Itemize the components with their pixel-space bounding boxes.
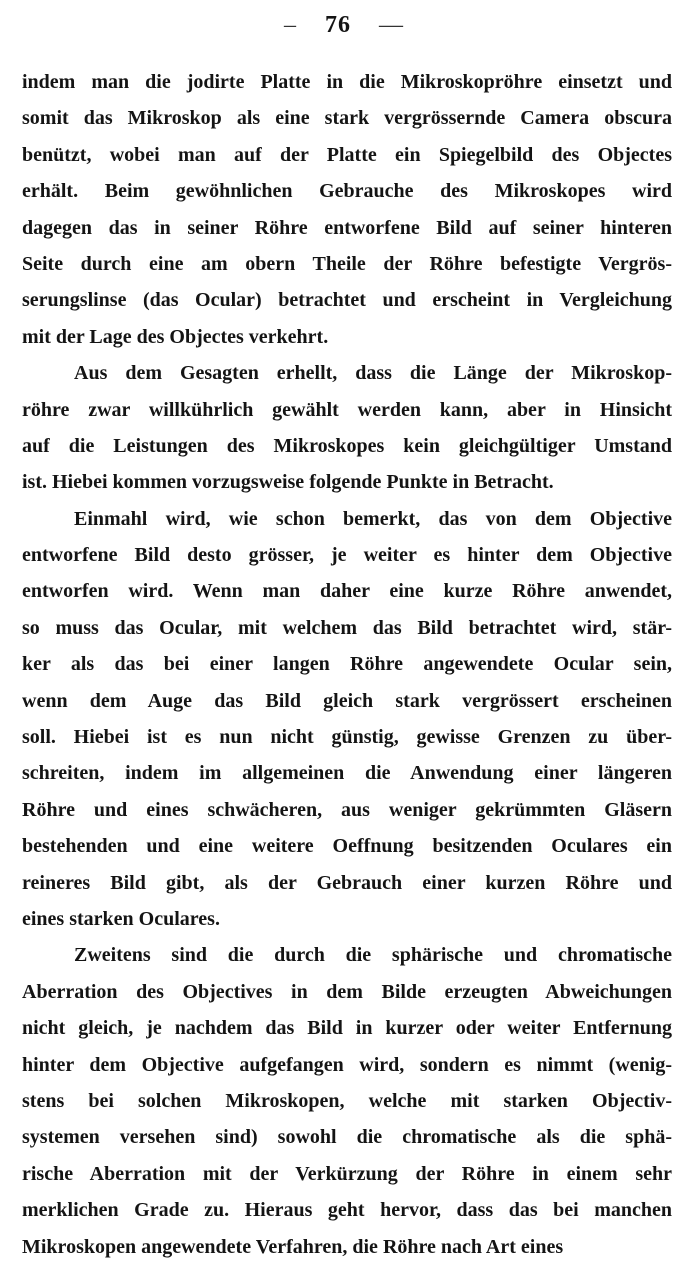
text-line: soll. Hiebei ist es nun nicht günstig, gewisse Grenzen zu über- bbox=[22, 726, 672, 749]
page-header bbox=[0, 12, 688, 39]
header-dash-left: – bbox=[284, 12, 297, 38]
text-line: mit der Lage des Objectes verkehrt. bbox=[22, 325, 329, 348]
text-line: reineres Bild gibt, als der Gebrauch einer kurzen Röhre und bbox=[22, 871, 672, 894]
text-line: röhre zwar willkührlich gewählt werden kann, aber in Hinsicht bbox=[22, 398, 672, 421]
text-line: Zweitens sind die durch die sphärische und chromatische bbox=[74, 944, 672, 967]
text-line: somit das Mikroskop als eine stark vergrössernde Camera obscura bbox=[22, 107, 672, 130]
text-line: schreiten, indem im allgemeinen die Anwendung einer längeren bbox=[22, 762, 672, 785]
text-line: bestehenden und eine weitere Oeffnung besitzenden Oculares ein bbox=[22, 835, 672, 858]
text-line: so muss das Ocular, mit welchem das Bild betrachtet wird, stär- bbox=[22, 616, 672, 639]
text-line: hinter dem Objective aufgefangen wird, sondern es nimmt (wenig- bbox=[22, 1053, 672, 1076]
page-number: 76 bbox=[325, 12, 351, 38]
text-line: ist. Hiebei kommen vorzugsweise folgende Punkte in Betracht. bbox=[22, 471, 554, 494]
text-line: Seite durch eine am obern Theile der Röhre befestigte Vergrös- bbox=[22, 252, 672, 275]
text-line: dagegen das in seiner Röhre entworfene Bild auf seiner hinteren bbox=[22, 216, 672, 239]
text-line: eines starken Oculares. bbox=[22, 907, 220, 930]
text-line: rische Aberration mit der Verkürzung der Röhre in einem sehr bbox=[22, 1162, 672, 1185]
text-line: entworfene Bild desto grösser, je weiter es hinter dem Objective bbox=[22, 544, 672, 567]
text-line: Einmahl wird, wie schon bemerkt, das von dem Objective bbox=[74, 507, 672, 530]
text-line: serungslinse (das Ocular) betrachtet und erscheint in Vergleichung bbox=[22, 289, 672, 312]
text-line: wenn dem Auge das Bild gleich stark vergrössert erscheinen bbox=[22, 689, 672, 712]
text-line: merklichen Grade zu. Hieraus geht hervor, dass das bei manchen bbox=[22, 1199, 672, 1222]
header-dash-right: — bbox=[379, 12, 404, 38]
text-line: stens bei solchen Mikroskopen, welche mit starken Objectiv- bbox=[22, 1089, 672, 1112]
text-line: benützt, wobei man auf der Platte ein Spiegelbild des Objectes bbox=[22, 143, 672, 166]
text-line: Mikroskopen angewendete Verfahren, die Röhre nach Art eines bbox=[22, 1235, 564, 1258]
body-text bbox=[22, 64, 672, 1265]
text-line: Aus dem Gesagten erhellt, dass die Länge der Mikroskop- bbox=[74, 362, 672, 385]
text-line: erhält. Beim gewöhnlichen Gebrauche des Mikroskopes wird bbox=[22, 180, 672, 203]
text-line: Röhre und eines schwächeren, aus weniger gekrümmten Gläsern bbox=[22, 798, 672, 821]
text-line: systemen versehen sind) sowohl die chromatische als die sphä- bbox=[22, 1126, 672, 1149]
text-line: auf die Leistungen des Mikroskopes kein gleichgültiger Umstand bbox=[22, 434, 672, 457]
text-line: indem man die jodirte Platte in die Mikroskopröhre einsetzt und bbox=[22, 71, 672, 93]
text-line: nicht gleich, je nachdem das Bild in kurzer oder weiter Entfernung bbox=[22, 1017, 672, 1040]
text-line: entworfen wird. Wenn man daher eine kurze Röhre anwendet, bbox=[22, 580, 672, 603]
text-line: Aberration des Objectives in dem Bilde erzeugten Abweichungen bbox=[22, 980, 672, 1003]
text-line: ker als das bei einer langen Röhre angewendete Ocular sein, bbox=[22, 653, 672, 676]
